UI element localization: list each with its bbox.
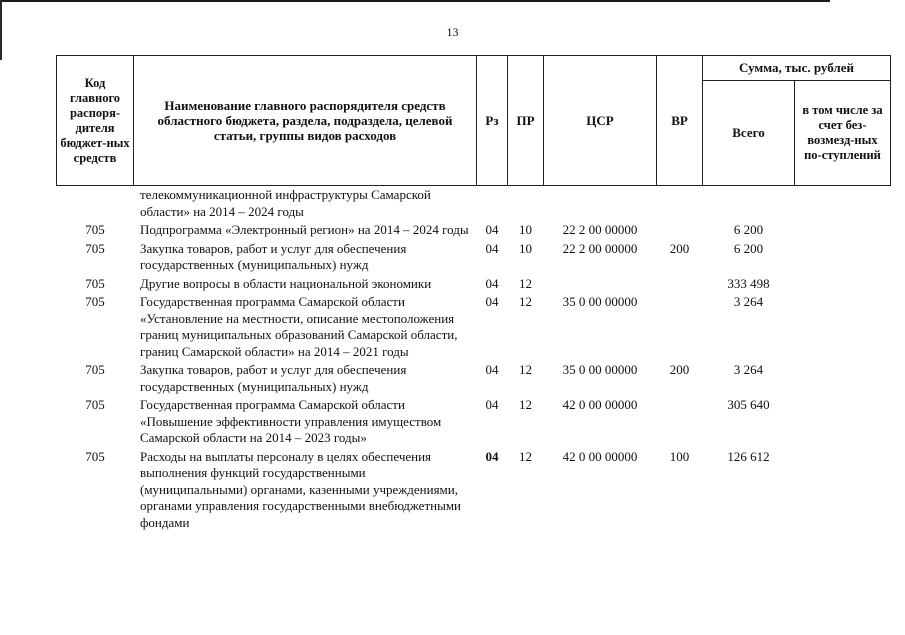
cell-csr: 35 0 00 00000 xyxy=(562,294,638,309)
table-body xyxy=(57,186,891,533)
cell-code: 705 xyxy=(85,397,105,412)
cell-gratuitous xyxy=(795,361,891,396)
page-number: 13 xyxy=(446,25,459,39)
table-row xyxy=(57,186,891,222)
cell-pr: 12 xyxy=(519,275,532,291)
cell-name: телекоммуникационной инфраструктуры Самарской области» на 2014 – 2024 годы xyxy=(140,187,431,219)
cell-csr: 22 2 00 00000 xyxy=(562,222,638,237)
cell-total: 6 200 xyxy=(733,240,764,256)
cell-code xyxy=(57,186,134,222)
cell-pr: 12 xyxy=(519,397,532,412)
cell-csr xyxy=(544,275,657,294)
cell-name: Закупка товаров, работ и услуг для обеспечения государственных (муниципальных) нужд xyxy=(140,240,407,272)
cell-pr: 12 xyxy=(519,362,532,377)
cell-rz: 04 xyxy=(485,294,499,309)
header-pr: ПР xyxy=(508,56,544,186)
cell-code: 705 xyxy=(85,294,105,309)
header-sum-group: Сумма, тыс. рублей xyxy=(703,56,891,81)
cell-name: Подпрограмма «Электронный регион» на 2014 – 2024 годы xyxy=(140,222,469,237)
header-vr: ВР xyxy=(657,56,703,186)
cell-code: 705 xyxy=(85,362,105,377)
table-row xyxy=(57,221,891,240)
cell-pr: 10 xyxy=(519,222,532,237)
cell-csr xyxy=(544,186,657,222)
cell-gratuitous xyxy=(795,186,891,222)
cell-code: 705 xyxy=(85,240,105,256)
cell-name: Расходы на выплаты персоналу в целях обеспечения выполнения функций государственными (муниципальными) органами, казенными учреждениями, органами управления государственными внебюджетными фондами xyxy=(140,448,462,530)
cell-rz xyxy=(477,186,508,222)
cell-code: 705 xyxy=(85,275,105,291)
cell-vr: 200 xyxy=(669,362,690,377)
cell-csr: 42 0 00 00000 xyxy=(562,397,638,412)
cell-gratuitous xyxy=(795,448,891,533)
cell-rz: 04 xyxy=(485,240,499,256)
cell-pr xyxy=(508,186,544,222)
cell-vr: 100 xyxy=(669,448,690,464)
cell-vr xyxy=(657,293,703,361)
cell-vr: 200 xyxy=(669,240,690,256)
table-row xyxy=(57,240,891,275)
table-row xyxy=(57,448,891,533)
cell-total xyxy=(703,186,795,222)
cell-csr: 35 0 00 00000 xyxy=(562,362,638,377)
cell-code: 705 xyxy=(85,448,105,464)
table-row xyxy=(57,293,891,361)
cell-total: 3 264 xyxy=(733,362,764,377)
cell-gratuitous xyxy=(795,293,891,361)
cell-rz: 04 xyxy=(485,275,499,291)
header-rz: Рз xyxy=(477,56,508,186)
top-border-line xyxy=(0,0,830,2)
cell-pr: 12 xyxy=(519,448,532,464)
table-row xyxy=(57,361,891,396)
budget-table-container xyxy=(56,55,890,532)
cell-vr xyxy=(657,186,703,222)
cell-csr: 42 0 00 00000 xyxy=(562,448,638,464)
cell-name: Другие вопросы в области национальной экономики xyxy=(140,275,432,291)
header-code: Код главного распоря-дителя бюджет-ных средств xyxy=(57,56,134,186)
table-row xyxy=(57,396,891,448)
cell-rz: 04 xyxy=(485,222,499,237)
cell-name: Государственная программа Самарской области «Повышение эффективности управления имуществом Самарской области на 2014 – 2023 годы» xyxy=(140,397,442,445)
cell-rz: 04 xyxy=(485,448,499,464)
cell-gratuitous xyxy=(795,275,891,294)
cell-total: 126 612 xyxy=(727,448,770,464)
cell-vr xyxy=(657,396,703,448)
cell-gratuitous xyxy=(795,396,891,448)
cell-rz: 04 xyxy=(485,397,499,412)
table-row xyxy=(57,275,891,294)
cell-code: 705 xyxy=(85,222,105,237)
budget-table xyxy=(56,55,891,532)
cell-total: 305 640 xyxy=(727,397,770,412)
cell-gratuitous xyxy=(795,240,891,275)
cell-pr: 10 xyxy=(519,240,532,256)
cell-rz: 04 xyxy=(485,362,499,377)
cell-total: 333 498 xyxy=(727,275,770,291)
cell-name: Государственная программа Самарской области «Установление на местности, описание местоположения границ муниципальных образований Самарской области, границ Самарской области» на 2014 – 2021 годы xyxy=(140,294,458,359)
cell-vr xyxy=(657,221,703,240)
header-csr: ЦСР xyxy=(544,56,657,186)
cell-vr xyxy=(657,275,703,294)
cell-csr: 22 2 00 00000 xyxy=(562,240,638,256)
cell-name: Закупка товаров, работ и услуг для обеспечения государственных (муниципальных) нужд xyxy=(140,362,407,394)
header-total: Всего xyxy=(703,80,795,185)
cell-total: 3 264 xyxy=(733,294,764,309)
cell-gratuitous xyxy=(795,221,891,240)
cell-pr: 12 xyxy=(519,294,532,309)
header-name: Наименование главного распорядителя средств областного бюджета, раздела, подраздела, целевой статьи, группы видов расходов xyxy=(134,56,477,186)
cell-total: 6 200 xyxy=(733,222,764,237)
header-gratuitous: в том числе за счет без-возмезд-ных по-ступлений xyxy=(795,80,891,185)
